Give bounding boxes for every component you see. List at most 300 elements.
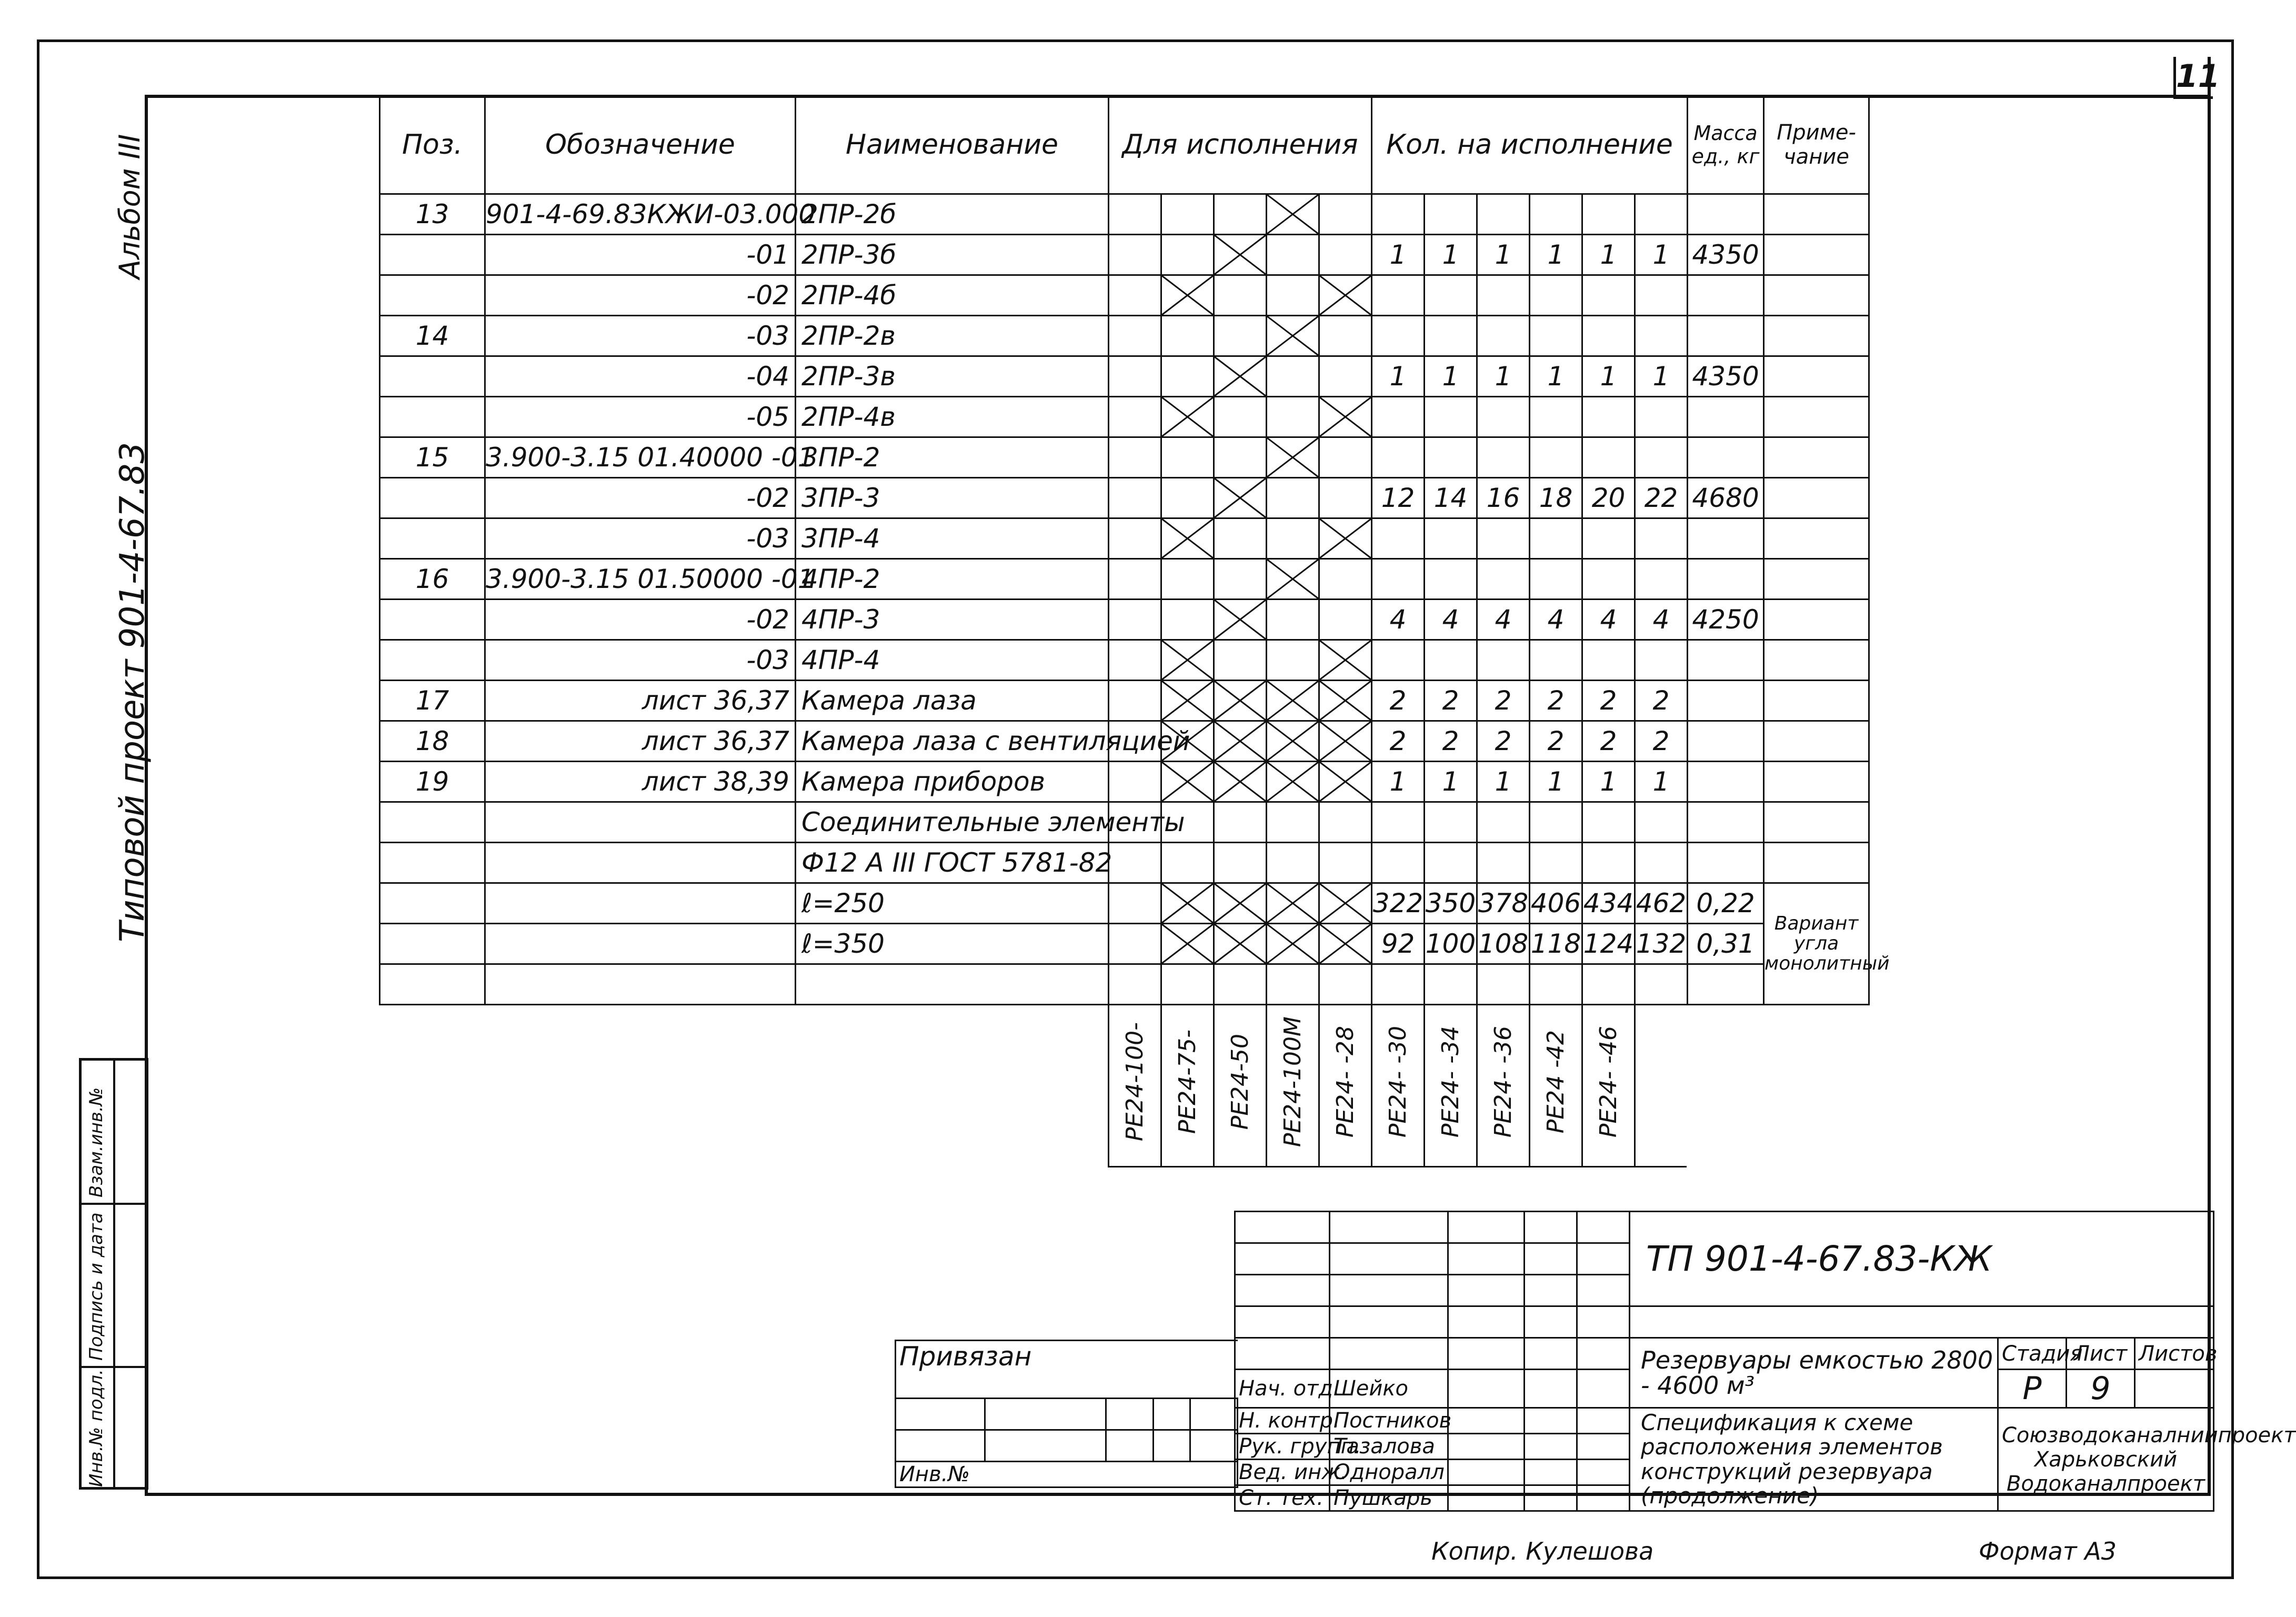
cross-mark	[1162, 276, 1213, 315]
cell-pos: 14	[380, 316, 485, 356]
cell-variant-blank	[1109, 275, 1161, 316]
cell-qty	[1530, 964, 1582, 1005]
cell-designation	[485, 924, 796, 964]
cell-qty: 1	[1372, 356, 1425, 397]
cell-pos: 19	[380, 762, 485, 802]
cell-mass	[1688, 681, 1764, 721]
cell-qty: 1	[1372, 235, 1425, 275]
cell-qty	[1530, 437, 1582, 478]
cell-qty: 18	[1530, 478, 1582, 518]
cell-variant-blank	[1109, 640, 1161, 681]
cell-qty: 1	[1425, 235, 1477, 275]
cell-designation: -03	[485, 640, 796, 681]
cell-name: 3ПР-3	[796, 478, 1109, 518]
cell-pos: 17	[380, 681, 485, 721]
cell-mass	[1688, 518, 1764, 559]
staff-role: Ст. тех.	[1235, 1485, 1330, 1511]
cell-variant	[1161, 316, 1214, 356]
cell-qty	[1372, 194, 1425, 235]
cell-qty: 12	[1372, 478, 1425, 518]
cross-mark	[1320, 722, 1371, 761]
cell-variant	[1319, 478, 1372, 518]
cell-note	[1764, 518, 1869, 559]
cell-variant	[1214, 316, 1267, 356]
cell-qty	[1477, 802, 1530, 843]
cell-variant	[1319, 883, 1372, 924]
staff-name: Шейко	[1330, 1370, 1448, 1408]
cell-variant-blank	[1109, 964, 1161, 1005]
cell-variant-blank	[1109, 559, 1161, 600]
cell-variant	[1267, 843, 1319, 883]
cell-variant	[1267, 762, 1319, 802]
cell-variant	[1161, 802, 1214, 843]
variant-label-cell	[1160, 1003, 1213, 1166]
cross-mark	[1320, 276, 1371, 315]
cell-variant	[1267, 600, 1319, 640]
cell-designation: 901-4-69.83КЖИ-03.000	[485, 194, 796, 235]
cell-variant	[1214, 437, 1267, 478]
cell-variant	[1214, 559, 1267, 600]
stage-label: Стадия	[1998, 1338, 2067, 1370]
variant-label-cell	[1318, 1003, 1371, 1166]
cell-variant-blank	[1109, 883, 1161, 924]
cell-variant-blank	[1109, 437, 1161, 478]
cell-variant	[1319, 964, 1372, 1005]
side-stamp-inv: Инв.№ подл.	[86, 1369, 107, 1487]
cell-note	[1764, 721, 1869, 762]
cell-note	[1764, 681, 1869, 721]
cell-qty: 434	[1582, 883, 1635, 924]
table-row	[380, 843, 1869, 883]
cell-designation	[485, 843, 796, 883]
cell-variant	[1319, 802, 1372, 843]
cell-qty	[1635, 843, 1688, 883]
cell-variant	[1214, 721, 1267, 762]
cross-mark	[1320, 519, 1371, 558]
cell-variant	[1267, 559, 1319, 600]
cell-qty: 2	[1635, 721, 1688, 762]
cell-variant	[1267, 397, 1319, 437]
cell-qty: 108	[1477, 924, 1530, 964]
cross-mark	[1320, 762, 1371, 801]
cell-designation: 3.900-3.15 01.40000 -01	[485, 437, 796, 478]
cell-designation: -01	[485, 235, 796, 275]
cell-name: ℓ=250	[796, 883, 1109, 924]
cell-variant	[1214, 843, 1267, 883]
stage-value: Р	[1998, 1370, 2067, 1408]
cell-variant	[1267, 356, 1319, 397]
cell-qty: 124	[1582, 924, 1635, 964]
cell-qty	[1635, 640, 1688, 681]
cell-variant	[1267, 883, 1319, 924]
cell-qty: 2	[1425, 681, 1477, 721]
cell-mass	[1688, 559, 1764, 600]
cell-variant	[1161, 843, 1214, 883]
cell-qty	[1425, 397, 1477, 437]
cell-name: 3ПР-2	[796, 437, 1109, 478]
cell-qty: 4	[1372, 600, 1425, 640]
cell-mass: 0,22	[1688, 883, 1764, 924]
cross-mark	[1267, 722, 1318, 761]
cell-variant	[1319, 721, 1372, 762]
cell-mass	[1688, 397, 1764, 437]
cell-variant	[1267, 194, 1319, 235]
staff-role: Нач. отд.	[1235, 1370, 1330, 1408]
specification-table	[379, 95, 1890, 1005]
cell-designation: -02	[485, 478, 796, 518]
cell-note	[1764, 640, 1869, 681]
cross-mark	[1215, 722, 1266, 761]
cell-mass	[1688, 437, 1764, 478]
cell-mass	[1688, 964, 1764, 1005]
cell-variant	[1267, 924, 1319, 964]
cell-note	[1764, 316, 1869, 356]
cell-qty	[1372, 518, 1425, 559]
header-qty: Кол. на исполнение	[1372, 96, 1688, 194]
cell-mass	[1688, 762, 1764, 802]
cell-variant	[1161, 478, 1214, 518]
cell-variant	[1267, 802, 1319, 843]
cell-variant	[1267, 640, 1319, 681]
header-name: Наименование	[796, 96, 1109, 194]
cell-qty: 1	[1477, 356, 1530, 397]
cell-qty	[1372, 437, 1425, 478]
table-row	[380, 478, 1869, 518]
cell-qty	[1372, 397, 1425, 437]
cell-qty	[1582, 316, 1635, 356]
staff-name: Тазалова	[1330, 1434, 1448, 1460]
cross-mark	[1267, 884, 1318, 923]
cell-pos	[380, 518, 485, 559]
cell-name: 4ПР-2	[796, 559, 1109, 600]
cell-variant	[1161, 275, 1214, 316]
cell-variant-blank	[1109, 762, 1161, 802]
cell-variant	[1214, 883, 1267, 924]
cell-variant	[1319, 843, 1372, 883]
cell-variant	[1214, 356, 1267, 397]
cell-name: 2ПР-4б	[796, 275, 1109, 316]
cell-variant	[1214, 762, 1267, 802]
cell-qty	[1635, 397, 1688, 437]
cross-mark	[1320, 681, 1371, 720]
cell-qty: 2	[1425, 721, 1477, 762]
cell-qty	[1530, 559, 1582, 600]
cell-variant	[1161, 640, 1214, 681]
cell-pos	[380, 883, 485, 924]
cell-qty	[1477, 316, 1530, 356]
cross-mark	[1162, 924, 1213, 963]
cell-qty: 1	[1425, 356, 1477, 397]
side-album-label: Альбом III	[113, 134, 146, 279]
variant-label-strip	[1108, 1003, 1687, 1167]
cell-qty: 4	[1425, 600, 1477, 640]
cell-qty	[1425, 275, 1477, 316]
table-row	[380, 235, 1869, 275]
cell-qty: 118	[1530, 924, 1582, 964]
cell-note	[1764, 437, 1869, 478]
cell-note	[1764, 559, 1869, 600]
cell-qty: 350	[1425, 883, 1477, 924]
staff-name: Пушкарь	[1330, 1485, 1448, 1511]
sheet-value: 9	[2067, 1370, 2135, 1408]
cross-mark	[1320, 397, 1371, 436]
cell-qty	[1425, 640, 1477, 681]
cell-variant	[1214, 802, 1267, 843]
cell-variant	[1319, 194, 1372, 235]
cell-name: 4ПР-4	[796, 640, 1109, 681]
cross-mark	[1267, 438, 1318, 477]
cell-qty	[1635, 518, 1688, 559]
cell-qty: 378	[1477, 883, 1530, 924]
cell-name: Камера приборов	[796, 762, 1109, 802]
cell-variant	[1214, 275, 1267, 316]
cell-name: Камера лаза с вентиляцией	[796, 721, 1109, 762]
cross-mark	[1267, 762, 1318, 801]
cell-variant	[1319, 640, 1372, 681]
cell-qty	[1477, 194, 1530, 235]
cell-note	[1764, 194, 1869, 235]
cell-qty	[1530, 518, 1582, 559]
cell-qty	[1372, 802, 1425, 843]
cell-variant	[1267, 437, 1319, 478]
cell-variant-blank	[1109, 356, 1161, 397]
cell-mass: 4350	[1688, 235, 1764, 275]
side-stamp	[79, 1058, 148, 1490]
cross-mark	[1215, 884, 1266, 923]
cell-qty	[1477, 843, 1530, 883]
variant-label: РЕ24 -42	[1542, 1030, 1569, 1134]
table-row	[380, 640, 1869, 681]
cell-qty	[1530, 802, 1582, 843]
cell-note	[1764, 600, 1869, 640]
header-designation: Обозначение	[485, 96, 796, 194]
cell-qty	[1635, 316, 1688, 356]
variant-label-cell	[1213, 1003, 1266, 1166]
cell-qty	[1477, 640, 1530, 681]
cell-qty: 14	[1425, 478, 1477, 518]
cell-variant	[1319, 924, 1372, 964]
table-row	[380, 437, 1869, 478]
cell-qty	[1530, 275, 1582, 316]
cell-pos	[380, 235, 485, 275]
table-row	[380, 883, 1869, 924]
cell-variant	[1161, 762, 1214, 802]
cell-variant	[1214, 924, 1267, 964]
cell-variant	[1267, 316, 1319, 356]
doc-code: ТП 901-4-67.83-КЖ	[1630, 1212, 2214, 1306]
cell-variant-blank	[1109, 924, 1161, 964]
header-note: Приме-чание	[1764, 96, 1869, 194]
cross-mark	[1162, 681, 1213, 720]
cross-mark	[1162, 722, 1213, 761]
cell-pos	[380, 356, 485, 397]
cell-variant-blank	[1109, 316, 1161, 356]
variant-label: РЕ24-50	[1227, 1033, 1254, 1130]
organization: Союзводоканалниипроект Харьковский Водоканалпроект	[1998, 1408, 2214, 1511]
table-row	[380, 275, 1869, 316]
cell-qty	[1372, 275, 1425, 316]
table-row	[380, 721, 1869, 762]
binding-label: Привязан	[896, 1341, 1238, 1399]
variant-label-cell	[1476, 1003, 1529, 1166]
cell-qty	[1372, 843, 1425, 883]
paper-format: Формат А3	[1979, 1537, 2117, 1565]
cell-qty: 322	[1372, 883, 1425, 924]
cell-note	[1764, 275, 1869, 316]
cell-name	[796, 964, 1109, 1005]
cross-mark	[1162, 519, 1213, 558]
side-project-label: Типовой проект 901-4-67.83	[113, 442, 152, 942]
cross-mark	[1267, 195, 1318, 234]
variant-label: РЕ24- -28	[1332, 1025, 1359, 1138]
cell-qty	[1425, 559, 1477, 600]
table-row	[380, 802, 1869, 843]
cell-variant	[1161, 721, 1214, 762]
cell-qty	[1530, 397, 1582, 437]
cell-name: 2ПР-3б	[796, 235, 1109, 275]
sheets-label: Листов	[2135, 1338, 2214, 1370]
cell-variant-blank	[1109, 843, 1161, 883]
cell-qty	[1635, 559, 1688, 600]
cell-qty	[1425, 194, 1477, 235]
header-pos: Поз.	[380, 96, 485, 194]
variant-label-cell	[1371, 1003, 1423, 1166]
cell-pos: 13	[380, 194, 485, 235]
variant-label: РЕ24- -34	[1437, 1025, 1464, 1138]
object-title: Резервуары емкостью 2800 - 4600 м³	[1630, 1338, 1998, 1408]
table-row	[380, 559, 1869, 600]
cell-variant	[1319, 437, 1372, 478]
cell-variant	[1161, 681, 1214, 721]
binding-block	[895, 1340, 1238, 1488]
cell-qty: 4	[1477, 600, 1530, 640]
table-row	[380, 356, 1869, 397]
cell-variant	[1267, 478, 1319, 518]
cell-pos	[380, 964, 485, 1005]
cell-qty: 1	[1635, 356, 1688, 397]
cell-qty	[1530, 843, 1582, 883]
cell-qty: 4	[1530, 600, 1582, 640]
cell-mass: 4680	[1688, 478, 1764, 518]
cell-qty	[1425, 437, 1477, 478]
cross-mark	[1267, 924, 1318, 963]
cell-name: 2ПР-2в	[796, 316, 1109, 356]
cell-qty: 2	[1477, 721, 1530, 762]
cross-mark	[1215, 681, 1266, 720]
cell-qty: 16	[1477, 478, 1530, 518]
cell-qty	[1635, 964, 1688, 1005]
variant-label: РЕ24- -36	[1490, 1025, 1517, 1138]
cell-qty	[1425, 316, 1477, 356]
cross-mark	[1267, 316, 1318, 355]
cell-qty	[1477, 559, 1530, 600]
cell-qty	[1372, 316, 1425, 356]
variant-label-cell	[1108, 1003, 1160, 1166]
cell-note	[1764, 843, 1869, 883]
table-row	[380, 681, 1869, 721]
cell-qty	[1582, 843, 1635, 883]
sheet-label: Лист	[2067, 1338, 2135, 1370]
cell-qty: 2	[1582, 681, 1635, 721]
cell-variant	[1161, 235, 1214, 275]
cell-designation: 3.900-3.15 01.50000 -01	[485, 559, 796, 600]
cell-variant	[1161, 437, 1214, 478]
cell-name: 2ПР-3в	[796, 356, 1109, 397]
cell-pos	[380, 275, 485, 316]
cell-qty	[1635, 437, 1688, 478]
cell-qty	[1582, 275, 1635, 316]
cell-name: 2ПР-2б	[796, 194, 1109, 235]
cell-mass	[1688, 194, 1764, 235]
copied-by: Копир. Кулешова	[1431, 1537, 1654, 1565]
cell-qty: 1	[1372, 762, 1425, 802]
cell-variant	[1161, 356, 1214, 397]
cell-variant	[1214, 640, 1267, 681]
cell-qty: 1	[1635, 235, 1688, 275]
cross-mark	[1162, 884, 1213, 923]
variant-label: РЕ24- -30	[1385, 1025, 1411, 1138]
cell-note	[1764, 356, 1869, 397]
cell-qty	[1582, 397, 1635, 437]
page-number: 11	[2176, 58, 2220, 95]
cell-qty	[1425, 964, 1477, 1005]
cell-designation: лист 36,37	[485, 681, 796, 721]
cell-qty	[1477, 397, 1530, 437]
cell-variant	[1161, 559, 1214, 600]
cell-qty	[1372, 640, 1425, 681]
cell-pos: 16	[380, 559, 485, 600]
title-block	[1234, 1211, 2296, 1512]
cell-variant	[1161, 397, 1214, 437]
cell-qty	[1530, 640, 1582, 681]
cell-qty	[1582, 559, 1635, 600]
cell-note	[1764, 478, 1869, 518]
cell-pos	[380, 478, 485, 518]
cell-pos	[380, 397, 485, 437]
cell-variant	[1319, 600, 1372, 640]
cell-variant	[1214, 397, 1267, 437]
cell-qty	[1582, 437, 1635, 478]
cell-note: Вариант угла монолитный	[1764, 883, 1869, 1005]
cell-note	[1764, 397, 1869, 437]
cell-name: Соединительные элементы	[796, 802, 1109, 843]
cell-qty: 1	[1582, 762, 1635, 802]
cell-designation: -03	[485, 316, 796, 356]
cell-variant-blank	[1109, 235, 1161, 275]
table-row	[380, 762, 1869, 802]
cell-name: ℓ=350	[796, 924, 1109, 964]
cell-variant	[1319, 235, 1372, 275]
cell-mass: 0,31	[1688, 924, 1764, 964]
cell-qty	[1477, 518, 1530, 559]
table-row	[380, 924, 1869, 964]
cell-qty: 1	[1635, 762, 1688, 802]
cell-name: 3ПР-4	[796, 518, 1109, 559]
cell-designation	[485, 802, 796, 843]
cell-variant	[1161, 964, 1214, 1005]
cell-variant	[1319, 275, 1372, 316]
cell-variant	[1319, 316, 1372, 356]
cell-qty: 1	[1477, 235, 1530, 275]
cell-qty	[1477, 437, 1530, 478]
cell-variant-blank	[1109, 681, 1161, 721]
staff-name: Одноралл	[1330, 1460, 1448, 1485]
cross-mark	[1215, 600, 1266, 639]
cell-variant	[1214, 194, 1267, 235]
cell-designation	[485, 964, 796, 1005]
variant-label: РЕ24-75-	[1174, 1029, 1201, 1134]
cell-variant	[1267, 681, 1319, 721]
